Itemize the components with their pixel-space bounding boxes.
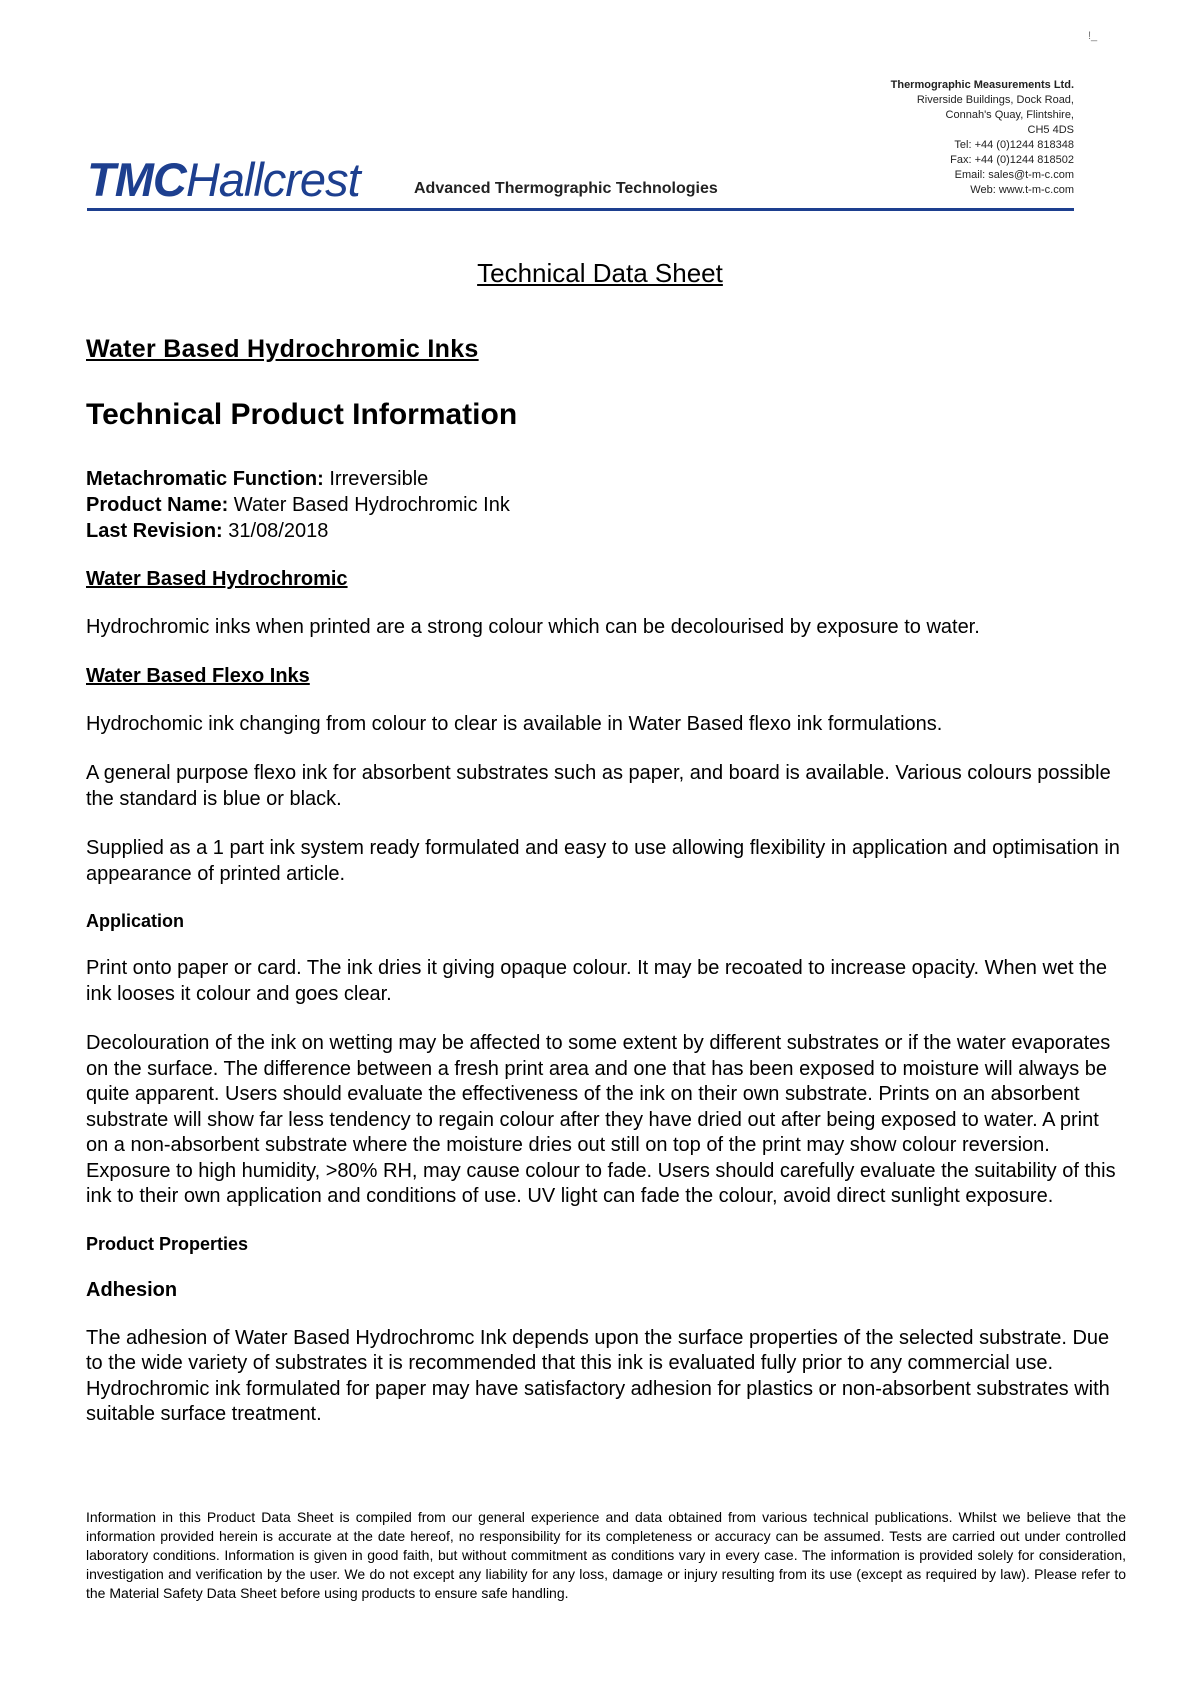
address-line-2: Connah's Quay, Flintshire,: [945, 109, 1074, 121]
section-title-properties: Product Properties: [86, 1233, 249, 1254]
header-divider: [87, 208, 1074, 211]
section-title-adhesion: Adhesion: [86, 1278, 178, 1301]
company-logo: [87, 153, 360, 206]
fax: Fax: +44 (0)1244 818502: [950, 154, 1074, 166]
corner-mark: !_: [1088, 30, 1098, 42]
paragraph-flexo-2: A general purpose flexo ink for absorbent substrates such as paper, and board is available. Various colours possible the standard is blue or black.: [86, 762, 1111, 810]
info-heading: Technical Product Information: [86, 398, 518, 431]
meta-revision-row: [86, 518, 1126, 544]
address-line-1: Riverside Buildings, Dock Road,: [916, 94, 1074, 106]
letterhead: [87, 78, 1074, 213]
paragraph-adhesion: The adhesion of Water Based Hydrochromc Ink depends upon the surface properties of the selected substrate. Due to the wide variety of substrates it is recommended that this ink is evaluated fully prior to any commercial use. Hydrochromic ink formulated for paper may have satisfactory adhesion for plastics or non-absorbent substrates with suitable surface treatment.: [86, 1326, 1110, 1425]
meta-function-label: Metachromatic Function:: [86, 468, 324, 490]
section-title-application: Application: [86, 911, 184, 931]
product-heading: Water Based Hydrochromic Inks: [86, 335, 479, 363]
telephone: Tel: +44 (0)1244 818348: [954, 139, 1074, 151]
meta-name-row: [86, 492, 1126, 518]
disclaimer-footer: Information in this Product Data Sheet is compiled from our general experience and data obtained from various technical publications. Whilst we believe that the information provided herein is accurate at the date hereof, no responsibility for its completeness or accuracy can be assumed. Tests are carried out under controlled laboratory conditions. Information is given in good faith, but without commitment as conditions vary in every case. The information is provided solely for consideration, investigation and verification by the user. We do not except any liability for any loss, damage or injury resulting from its use (except as required by law). Please refer to the Material Safety Data Sheet before using products to ensure safe handling.: [86, 1509, 1126, 1601]
section-title-hydrochromic: Water Based Hydrochromic: [86, 568, 348, 590]
meta-name-label: Product Name:: [86, 494, 229, 516]
company-name: Thermographic Measurements Ltd.: [890, 79, 1074, 91]
email: Email: sales@t-m-c.com: [954, 169, 1074, 181]
meta-function-row: [86, 466, 1126, 492]
main-content: [86, 335, 1126, 1452]
document-title: Technical Data Sheet: [477, 258, 723, 288]
paragraph-hydrochromic: Hydrochromic inks when printed are a strong colour which can be decolourised by exposure to water.: [86, 616, 980, 638]
address-line-3: CH5 4DS: [1027, 124, 1074, 136]
section-title-flexo: Water Based Flexo Inks: [86, 664, 310, 687]
company-tagline: Advanced Thermographic Technologies: [414, 180, 718, 197]
meta-revision-value: 31/08/2018: [222, 520, 329, 542]
paragraph-application-1: Print onto paper or card. The ink dries it giving opaque colour. It may be recoated to increase opacity. When wet the ink looses it colour and goes clear.: [86, 957, 1107, 1005]
website: Web: www.t-m-c.com: [970, 184, 1074, 196]
paragraph-application-2: Decolouration of the ink on wetting may be affected to some extent by different substrates or if the water evaporates on the surface. The difference between a fresh print area and one that has been exposed to moisture will always be quite apparent. Users should evaluate the effectiveness of the ink on their own substrate. Prints on an absorbent substrate will show far less tendency to regain colour after they have dried out after being exposed to water. A print on a non-absorbent substrate where the moisture dries out still on top of the print may show colour reversion. Exposure to high humidity, >80% RH, may cause colour to fade. Users should carefully evaluate the suitability of this ink to their own application and conditions of use. UV light can fade the colour, avoid direct sunlight exposure.: [86, 1032, 1116, 1207]
product-meta: [86, 466, 1126, 544]
meta-name-value: Water Based Hydrochromic Ink: [228, 494, 510, 516]
logo-light-text: Hallcrest: [185, 153, 360, 206]
meta-function-value: Irreversible: [323, 468, 429, 490]
meta-revision-label: Last Revision:: [86, 520, 223, 542]
paragraph-flexo-3: Supplied as a 1 part ink system ready formulated and easy to use allowing flexibility in application and optimisation in appearance of printed article.: [86, 837, 1120, 885]
paragraph-flexo-1: Hydrochomic ink changing from colour to clear is available in Water Based flexo ink formulations.: [86, 712, 943, 735]
logo-bold-text: TMC: [87, 153, 186, 206]
company-contact-block: [891, 78, 1074, 198]
